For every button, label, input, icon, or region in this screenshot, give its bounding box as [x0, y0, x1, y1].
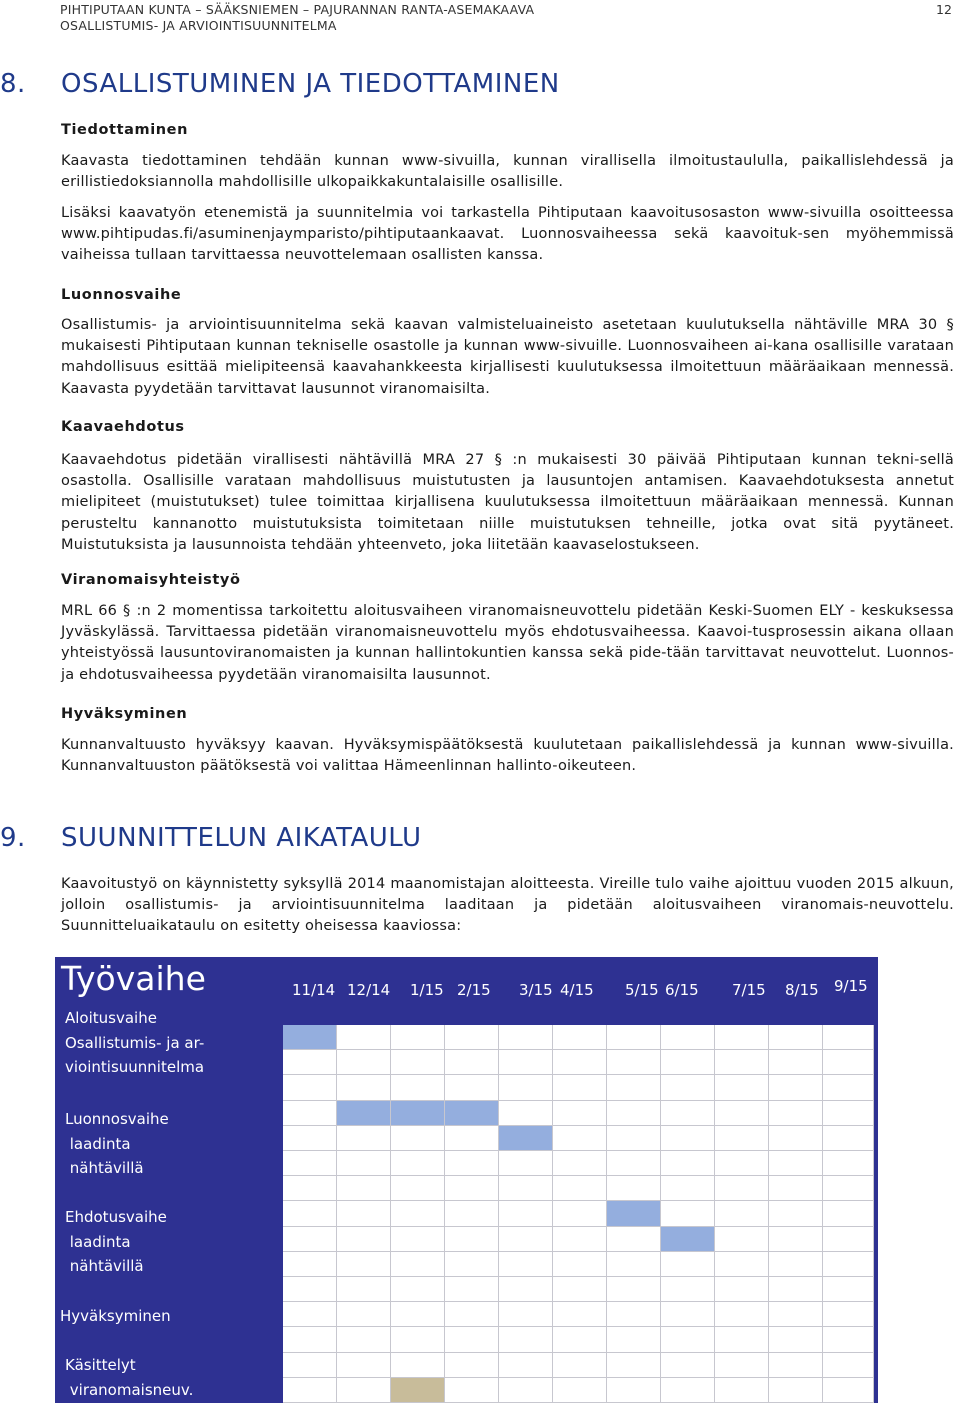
- gantt-cell: [499, 1050, 553, 1075]
- gantt-cell: [391, 1176, 445, 1201]
- gantt-cell: [337, 1050, 391, 1075]
- gantt-task-line: nähtävillä: [65, 1159, 144, 1177]
- gantt-cell: [445, 1151, 499, 1176]
- gantt-cell: [337, 1302, 391, 1327]
- gantt-cell: [283, 1176, 337, 1201]
- gantt-task-line: Aloitusvaihe: [65, 1009, 157, 1027]
- gantt-cell: [499, 1176, 553, 1201]
- gantt-cell: [445, 1302, 499, 1327]
- gantt-cell: [553, 1378, 607, 1403]
- gantt-cell: [499, 1302, 553, 1327]
- gantt-cell: [283, 1025, 337, 1050]
- gantt-cell: [661, 1126, 715, 1151]
- gantt-cell: [499, 1101, 553, 1126]
- gantt-cell: [823, 1126, 874, 1151]
- gantt-cell: [445, 1252, 499, 1277]
- gantt-cell: [445, 1126, 499, 1151]
- gantt-task-line: Osallistumis- ja ar-: [65, 1033, 205, 1052]
- gantt-cell: [283, 1101, 337, 1126]
- gantt-cell: [553, 1050, 607, 1075]
- gantt-cell: [823, 1151, 874, 1176]
- gantt-cell: [283, 1126, 337, 1151]
- gantt-cell: [553, 1227, 607, 1252]
- gantt-cell: [553, 1353, 607, 1378]
- gantt-cell: [283, 1075, 337, 1100]
- section-9-title: SUUNNITTELUN AIKATAULU: [61, 823, 422, 853]
- gantt-cell: [553, 1302, 607, 1327]
- gantt-cell: [715, 1201, 769, 1226]
- gantt-column-label: 9/15: [834, 977, 868, 995]
- gantt-cell: [607, 1201, 661, 1226]
- section-8-number: 8.: [0, 69, 26, 99]
- gantt-task-line: Luonnosvaihe: [65, 1110, 169, 1128]
- gantt-cell: [337, 1075, 391, 1100]
- gantt-cell: [607, 1353, 661, 1378]
- gantt-cell: [607, 1075, 661, 1100]
- gantt-cell: [391, 1075, 445, 1100]
- gantt-cell: [391, 1101, 445, 1126]
- gantt-cell: [337, 1378, 391, 1403]
- gantt-cell: [661, 1201, 715, 1226]
- gantt-title: Työvaihe: [61, 959, 206, 998]
- gantt-cell: [283, 1277, 337, 1302]
- gantt-grid: [283, 1025, 874, 1403]
- gantt-cell: [391, 1353, 445, 1378]
- gantt-cell: [715, 1378, 769, 1403]
- gantt-cell: [445, 1075, 499, 1100]
- gantt-cell: [553, 1075, 607, 1100]
- gantt-cell: [607, 1176, 661, 1201]
- gantt-task-line: laadinta: [65, 1134, 131, 1153]
- gantt-cell: [445, 1050, 499, 1075]
- gantt-cell: [823, 1075, 874, 1100]
- gantt-cell: [769, 1302, 823, 1327]
- gantt-cell: [661, 1176, 715, 1201]
- gantt-cell: [823, 1378, 874, 1403]
- gantt-cell: [445, 1201, 499, 1226]
- subsection-heading-hyvaksyminen: Hyväksyminen: [61, 706, 188, 722]
- paragraph: Kunnanvaltuusto hyväksyy kaavan. Hyväksymispäätöksestä kuulutetaan paikallislehdessä ja kunnan www-sivuilla. Kunnanvaltuuston päätöksestä voi valittaa Hämeenlinnan hallinto-oikeuteen.: [61, 737, 954, 775]
- gantt-task-line: Käsittelyt: [65, 1356, 136, 1374]
- gantt-cell: [823, 1353, 874, 1378]
- gantt-column-label: 6/15: [665, 981, 699, 999]
- paragraph: Osallistumis- ja arviointisuunnitelma sekä kaavan valmisteluaineisto asetetaan kuulutuksella nähtäville MRA 30 § mukaisesti Pihtiputaan kunnan tekniselle osastolle ja kunnan www-sivuille. Luonnosvaiheen ai-kana osallisille varataan mahdollisuus esittää mielipiteensä kaavahankkeesta kirjallisesti kuulutuksessa ilmoitettuun määräaikaan mennessä. Kaavasta pyydetään tarvittavat lausunnot viranomaisilta.: [61, 317, 954, 397]
- gantt-cell: [499, 1277, 553, 1302]
- gantt-task-line: viranomaisneuv.: [65, 1380, 194, 1399]
- gantt-task-label: [65, 1353, 193, 1402]
- section-8-title: OSALLISTUMINEN JA TIEDOTTAMINEN: [61, 69, 560, 99]
- gantt-cell: [553, 1201, 607, 1226]
- gantt-cell: [553, 1025, 607, 1050]
- gantt-cell: [823, 1327, 874, 1352]
- gantt-cell: [715, 1075, 769, 1100]
- gantt-cell: [337, 1327, 391, 1352]
- gantt-cell: [391, 1327, 445, 1352]
- page-number: 12: [936, 2, 952, 17]
- gantt-cell: [715, 1151, 769, 1176]
- gantt-cell: [337, 1201, 391, 1226]
- gantt-cell: [337, 1353, 391, 1378]
- gantt-cell: [823, 1302, 874, 1327]
- gantt-cell: [283, 1151, 337, 1176]
- gantt-task-label: [65, 1006, 204, 1080]
- gantt-cell: [607, 1302, 661, 1327]
- gantt-cell: [715, 1302, 769, 1327]
- gantt-cell: [499, 1353, 553, 1378]
- gantt-cell: [661, 1025, 715, 1050]
- gantt-cell: [391, 1378, 445, 1403]
- gantt-cell: [553, 1101, 607, 1126]
- gantt-cell: [661, 1075, 715, 1100]
- gantt-column-label: 3/15: [519, 981, 553, 999]
- gantt-cell: [445, 1353, 499, 1378]
- gantt-cell: [769, 1353, 823, 1378]
- gantt-cell: [445, 1025, 499, 1050]
- gantt-cell: [769, 1101, 823, 1126]
- gantt-cell: [769, 1378, 823, 1403]
- gantt-cell: [607, 1126, 661, 1151]
- gantt-cell: [823, 1176, 874, 1201]
- gantt-cell: [499, 1252, 553, 1277]
- paragraph: Kaavaehdotus pidetään virallisesti nähtävillä MRA 27 § :n mukaisesti 30 päivää Pihtiputaan kunnan tekni-sellä osastolla. Osallisille varataan mahdollisuus muistutusten ja lausuntojen antamisen. Kaavaehdotuksesta annetut mielipiteet (muistutukset) tulee toimittaa kirjallisena kuulutuksessa ilmoitettuun määräaikaan mennessä. Kunnan perusteltu kannanotto muistutuksista toimitetaan niille muistutuksen tehneille, jotka ovat sitä pyytäneet. Muistutuksista ja lausunnoista tehdään yhteenveto, joka liitetään kaavaselostukseen.: [61, 452, 954, 553]
- gantt-column-label: 7/15: [732, 981, 766, 999]
- gantt-cell: [391, 1252, 445, 1277]
- gantt-cell: [553, 1126, 607, 1151]
- gantt-cell: [337, 1126, 391, 1151]
- gantt-cell: [499, 1227, 553, 1252]
- gantt-task-line: laadinta: [65, 1232, 131, 1251]
- gantt-cell: [499, 1378, 553, 1403]
- gantt-cell: [661, 1327, 715, 1352]
- section-9-number: 9.: [0, 823, 26, 853]
- gantt-cell: [607, 1277, 661, 1302]
- gantt-cell: [715, 1025, 769, 1050]
- gantt-cell: [391, 1025, 445, 1050]
- gantt-cell: [769, 1075, 823, 1100]
- gantt-cell: [823, 1227, 874, 1252]
- gantt-task-label: [60, 1304, 171, 1329]
- gantt-task-line: Ehdotusvaihe: [65, 1208, 167, 1226]
- paragraph: MRL 66 § :n 2 momentissa tarkoitettu aloitusvaiheen viranomaisneuvottelu pidetään Keski-Suomen ELY - keskuksessa Jyväskylässä. Tarvittaessa pidetään viranomaisneuvottelu myös ehdotusvaiheessa. Kaavoi-tusprosessin aikana ollaan yhteistyössä lausuntoviranomaisten ja kunnan hallintokuntien kanssa sekä pide-tään tarvittavat neuvottelut. Luonnos- ja ehdotusvaiheessa pyydetään viranomaisilta lausunnot.: [61, 603, 954, 683]
- gantt-cell: [715, 1126, 769, 1151]
- gantt-cell: [607, 1101, 661, 1126]
- gantt-cell: [661, 1277, 715, 1302]
- gantt-cell: [337, 1252, 391, 1277]
- gantt-cell: [607, 1025, 661, 1050]
- gantt-cell: [769, 1126, 823, 1151]
- gantt-cell: [337, 1277, 391, 1302]
- gantt-cell: [823, 1050, 874, 1075]
- gantt-cell: [391, 1126, 445, 1151]
- gantt-cell: [499, 1201, 553, 1226]
- gantt-cell: [823, 1277, 874, 1302]
- gantt-cell: [661, 1378, 715, 1403]
- gantt-cell: [499, 1151, 553, 1176]
- subsection-heading-kaavaehdotus: Kaavaehdotus: [61, 419, 185, 435]
- gantt-cell: [715, 1101, 769, 1126]
- gantt-cell: [445, 1101, 499, 1126]
- subsection-heading-luonnosvaihe: Luonnosvaihe: [61, 287, 182, 303]
- gantt-cell: [769, 1277, 823, 1302]
- gantt-task-label: [65, 1205, 167, 1279]
- gantt-column-label: 12/14: [347, 981, 391, 999]
- gantt-cell: [391, 1227, 445, 1252]
- gantt-column-label: 5/15: [625, 981, 659, 999]
- gantt-cell: [391, 1201, 445, 1226]
- gantt-cell: [391, 1151, 445, 1176]
- gantt-cell: [769, 1252, 823, 1277]
- gantt-cell: [553, 1176, 607, 1201]
- gantt-cell: [715, 1353, 769, 1378]
- gantt-column-label: 2/15: [457, 981, 491, 999]
- gantt-cell: [337, 1176, 391, 1201]
- gantt-cell: [283, 1252, 337, 1277]
- header-line-1: PIHTIPUTAAN KUNTA – SÄÄKSNIEMEN – PAJURANNAN RANTA-ASEMAKAAVA: [60, 2, 535, 17]
- gantt-cell: [769, 1176, 823, 1201]
- gantt-cell: [391, 1050, 445, 1075]
- paragraph: Lisäksi kaavatyön etenemistä ja suunnitelmia voi tarkastella Pihtiputaan kaavoitusosaston www-sivuilla osoitteessa www.pihtipudas.fi/asuminenjaymparisto/pihtiputaankaavat. Luonnosvaiheessa sekä kaavoituk-sen myöhemmissä vaiheissa tullaan tarvittaessa neuvottelemaan osallisten kanssa.: [61, 205, 954, 264]
- gantt-cell: [661, 1252, 715, 1277]
- gantt-cell: [715, 1227, 769, 1252]
- gantt-cell: [823, 1252, 874, 1277]
- gantt-cell: [607, 1252, 661, 1277]
- gantt-cell: [661, 1101, 715, 1126]
- gantt-cell: [607, 1050, 661, 1075]
- gantt-cell: [607, 1227, 661, 1252]
- gantt-cell: [445, 1277, 499, 1302]
- gantt-task-line: Hyväksyminen: [60, 1307, 171, 1325]
- gantt-cell: [769, 1327, 823, 1352]
- gantt-column-label: 4/15: [560, 981, 594, 999]
- gantt-cell: [283, 1327, 337, 1352]
- page-header: [60, 2, 900, 34]
- paragraph: Kaavasta tiedottaminen tehdään kunnan www-sivuilla, kunnan virallisella ilmoitustaululla, paikallislehdessä ja erillistiedoksiannolla mahdollisille ulkopaikkakuntalaisille osallisille.: [61, 153, 954, 191]
- gantt-column-label: 11/14: [292, 981, 336, 999]
- gantt-cell: [553, 1277, 607, 1302]
- gantt-cell: [715, 1277, 769, 1302]
- gantt-cell: [283, 1302, 337, 1327]
- gantt-cell: [445, 1378, 499, 1403]
- gantt-cell: [445, 1176, 499, 1201]
- gantt-cell: [337, 1227, 391, 1252]
- gantt-task-line: nähtävillä: [65, 1257, 144, 1275]
- gantt-cell: [769, 1151, 823, 1176]
- gantt-cell: [715, 1327, 769, 1352]
- gantt-column-label: 1/15: [410, 981, 444, 999]
- gantt-cell: [823, 1025, 874, 1050]
- gantt-cell: [661, 1302, 715, 1327]
- gantt-cell: [769, 1201, 823, 1226]
- gantt-cell: [823, 1101, 874, 1126]
- gantt-cell: [499, 1075, 553, 1100]
- gantt-cell: [283, 1050, 337, 1075]
- gantt-cell: [337, 1025, 391, 1050]
- gantt-task-label: [65, 1107, 169, 1181]
- gantt-cell: [499, 1025, 553, 1050]
- gantt-cell: [337, 1151, 391, 1176]
- subsection-heading-tiedottaminen: Tiedottaminen: [61, 122, 189, 138]
- gantt-cell: [391, 1277, 445, 1302]
- gantt-cell: [607, 1378, 661, 1403]
- gantt-cell: [661, 1151, 715, 1176]
- gantt-cell: [283, 1201, 337, 1226]
- gantt-cell: [607, 1151, 661, 1176]
- gantt-cell: [391, 1302, 445, 1327]
- gantt-cell: [661, 1050, 715, 1075]
- gantt-cell: [445, 1327, 499, 1352]
- schedule-gantt-table: [55, 957, 878, 1403]
- gantt-cell: [337, 1101, 391, 1126]
- gantt-cell: [769, 1050, 823, 1075]
- gantt-cell: [715, 1050, 769, 1075]
- gantt-task-line: viointisuunnitelma: [65, 1058, 205, 1076]
- gantt-cell: [283, 1353, 337, 1378]
- header-line-2: OSALLISTUMIS- JA ARVIOINTISUUNNITELMA: [60, 18, 337, 33]
- gantt-cell: [553, 1327, 607, 1352]
- gantt-cell: [553, 1252, 607, 1277]
- gantt-cell: [823, 1201, 874, 1226]
- gantt-cell: [715, 1252, 769, 1277]
- gantt-cell: [661, 1353, 715, 1378]
- subsection-heading-viranomaisyhteistyo: Viranomaisyhteistyö: [61, 572, 241, 588]
- gantt-cell: [283, 1227, 337, 1252]
- gantt-cell: [769, 1227, 823, 1252]
- gantt-cell: [553, 1151, 607, 1176]
- gantt-cell: [715, 1176, 769, 1201]
- paragraph: Kaavoitustyö on käynnistetty syksyllä 2014 maanomistajan aloitteesta. Vireille tulo vaihe ajoittuu vuoden 2015 alkuun, jolloin osallistumis- ja arviointisuunnitelma laaditaan ja pidetään aloitusvaiheen viranomais-neuvottelu. Suunnitteluaikataulu on esitetty oheisessa kaaviossa:: [61, 876, 954, 935]
- gantt-cell: [769, 1025, 823, 1050]
- gantt-cell: [499, 1126, 553, 1151]
- gantt-column-label: 8/15: [785, 981, 819, 999]
- gantt-cell: [283, 1378, 337, 1403]
- gantt-cell: [661, 1227, 715, 1252]
- gantt-cell: [499, 1327, 553, 1352]
- gantt-cell: [445, 1227, 499, 1252]
- gantt-cell: [607, 1327, 661, 1352]
